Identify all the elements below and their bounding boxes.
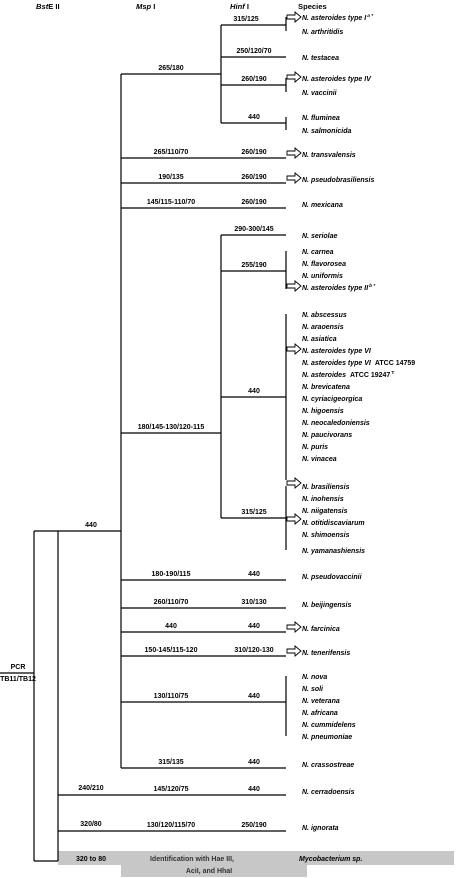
msp-label-12: 145/120/75	[153, 786, 189, 793]
arrow-icon	[287, 12, 301, 22]
species-label: N. puris	[302, 444, 329, 451]
hinf-label-10: 440	[248, 388, 260, 395]
species-label: N. nova	[302, 674, 328, 681]
species-label: N. neocaledoniensis	[302, 420, 370, 427]
hinf-label-9: 255/190	[241, 262, 267, 269]
msp-level	[121, 74, 286, 831]
species-label: N. cyriacigeorgica	[302, 396, 363, 403]
species-label: N. otitidiscaviarum	[302, 520, 365, 527]
msp-label-3: 190/135	[158, 174, 184, 181]
species-label: N. vinacea	[302, 456, 337, 463]
species-label: N. asteroides type $II^{b *}$	[302, 284, 376, 292]
species-label: N. paucivorans	[302, 432, 353, 439]
species-list	[299, 13, 415, 863]
hinf-label-2: 250/120/70	[236, 48, 272, 55]
bste-label-320-80: 320/80	[80, 821, 102, 828]
msp-label-5: 180/145-130/120-115	[137, 424, 205, 431]
species-label: N. asiatica	[302, 336, 337, 343]
msp-label-7: 260/110/70	[153, 599, 189, 606]
hinf-label-14: 440	[248, 623, 260, 630]
hinf-label-15: 310/120-130	[234, 647, 274, 654]
hinf-label-6: 260/190	[241, 174, 267, 181]
species-label: N. testacea	[302, 55, 339, 62]
arrow-icon	[287, 646, 301, 656]
msp-label-13: 130/120/115/70	[146, 822, 196, 829]
species-label: N. arthritidis	[302, 29, 344, 36]
arrow-icon	[287, 344, 301, 354]
species-label: Mycobacterium sp.	[299, 856, 363, 863]
hinf-label-18: 440	[248, 786, 260, 793]
msp-label-10: 130/110/75	[153, 693, 189, 700]
species-label: N. asteroides type VI ATCC 14759	[302, 360, 416, 367]
identification-note-line1: Identification with Hae III,	[149, 856, 235, 863]
arrow-icon	[287, 622, 301, 632]
species-label: N. veterana	[302, 698, 340, 705]
species-label: N. asteroides type IV	[302, 76, 371, 83]
hinf-label-5: 260/190	[241, 149, 267, 156]
hinf-label-12: 440	[248, 571, 260, 578]
species-label: N. transvalensis	[302, 152, 356, 159]
species-label: N. crassostreae	[302, 762, 355, 769]
species-label: N. pseudovaccinii	[302, 574, 362, 581]
bste-header: BstE II	[36, 2, 60, 11]
hinf-label-3: 260/190	[241, 76, 267, 83]
bste-level	[34, 531, 121, 861]
species-label: N. abscessus	[302, 312, 347, 319]
msp-label-4: 145/115-110/70	[146, 199, 196, 206]
hinf-label-1: 315/125	[233, 16, 259, 23]
species-label: N. cerradoensis	[302, 789, 355, 796]
species-label: N. fluminea	[302, 115, 340, 122]
msp-label-9: 150-145/115-120	[144, 647, 198, 654]
species-label: N. vaccinii	[302, 90, 337, 97]
msp-header: Msp I	[136, 2, 156, 11]
arrow-icons	[287, 12, 301, 656]
msp-label-2: 265/110/70	[153, 149, 189, 156]
hinf-label-16: 440	[248, 693, 260, 700]
hinf-label-17: 440	[248, 759, 260, 766]
species-label: N. pseudobrasiliensis	[302, 177, 375, 184]
species-label: N. seriolae	[302, 233, 338, 240]
species-label: N. niigatensis	[302, 508, 348, 515]
species-label: N. africana	[302, 710, 338, 717]
species-label: N. inohensis	[302, 496, 344, 503]
bste-label-240-210: 240/210	[78, 785, 104, 792]
species-label: N. salmonicida	[302, 128, 352, 135]
species-label: N. mexicana	[302, 202, 343, 209]
msp-label-8: 440	[165, 623, 177, 630]
species-label: N. farcinica	[302, 626, 340, 633]
root-label-pcr: PCR	[10, 664, 26, 671]
hinf-label-7: 260/190	[241, 199, 267, 206]
hinf-label-13: 310/130	[241, 599, 267, 606]
species-label: N. pneumoniae	[302, 734, 353, 741]
arrow-icon	[287, 478, 301, 488]
species-label: N. carnea	[302, 249, 334, 256]
species-label: N. asteroides ATCC $19247^T$	[302, 371, 395, 379]
identification-band	[58, 851, 454, 877]
arrow-icon	[287, 72, 301, 82]
hinf-label-8: 290-300/145	[234, 226, 274, 233]
species-label: N. asteroides type $I^{a *}$	[302, 14, 374, 22]
species-label: N. beijingensis	[302, 602, 352, 609]
species-label: N. flavorosea	[302, 261, 346, 268]
identification-note-line2: AciI, and HhaI	[185, 868, 233, 875]
hinf-label-4: 440	[248, 114, 260, 121]
species-label: N. soli	[302, 686, 324, 693]
hinf-label-19: 250/190	[241, 822, 267, 829]
arrow-icon	[287, 173, 301, 183]
bste-label-440: 440	[85, 522, 97, 529]
species-label: N. tenerifensis	[302, 650, 351, 657]
hinf-header: Hinf I	[230, 2, 249, 11]
species-label: N. uniformis	[302, 273, 343, 280]
msp-label-6: 180-190/115	[151, 571, 191, 578]
species-header: Species	[298, 2, 327, 11]
species-label: N. araoensis	[302, 324, 344, 331]
msp-label-1: 265/180	[158, 65, 184, 72]
arrow-icon	[287, 514, 301, 524]
species-label: N. asteroides type VI	[302, 348, 371, 355]
species-label: N. higoensis	[302, 408, 344, 415]
species-label: N. yamanashiensis	[302, 548, 366, 555]
species-label: N. cummidelens	[302, 722, 356, 729]
species-label: N. brasiliensis	[302, 484, 350, 491]
hinf-label-11: 315/125	[241, 509, 267, 516]
root-label-primers: TB11/TB12	[0, 676, 36, 683]
arrow-icon	[287, 148, 301, 158]
bste-label-320-to-80: 320 to 80	[76, 856, 106, 863]
msp-label-11: 315/135	[158, 759, 184, 766]
arrow-icon	[287, 281, 301, 291]
species-label: N. ignorata	[302, 825, 339, 832]
species-label: N. shimoensis	[302, 532, 350, 539]
species-label: N. brevicatena	[302, 384, 350, 391]
